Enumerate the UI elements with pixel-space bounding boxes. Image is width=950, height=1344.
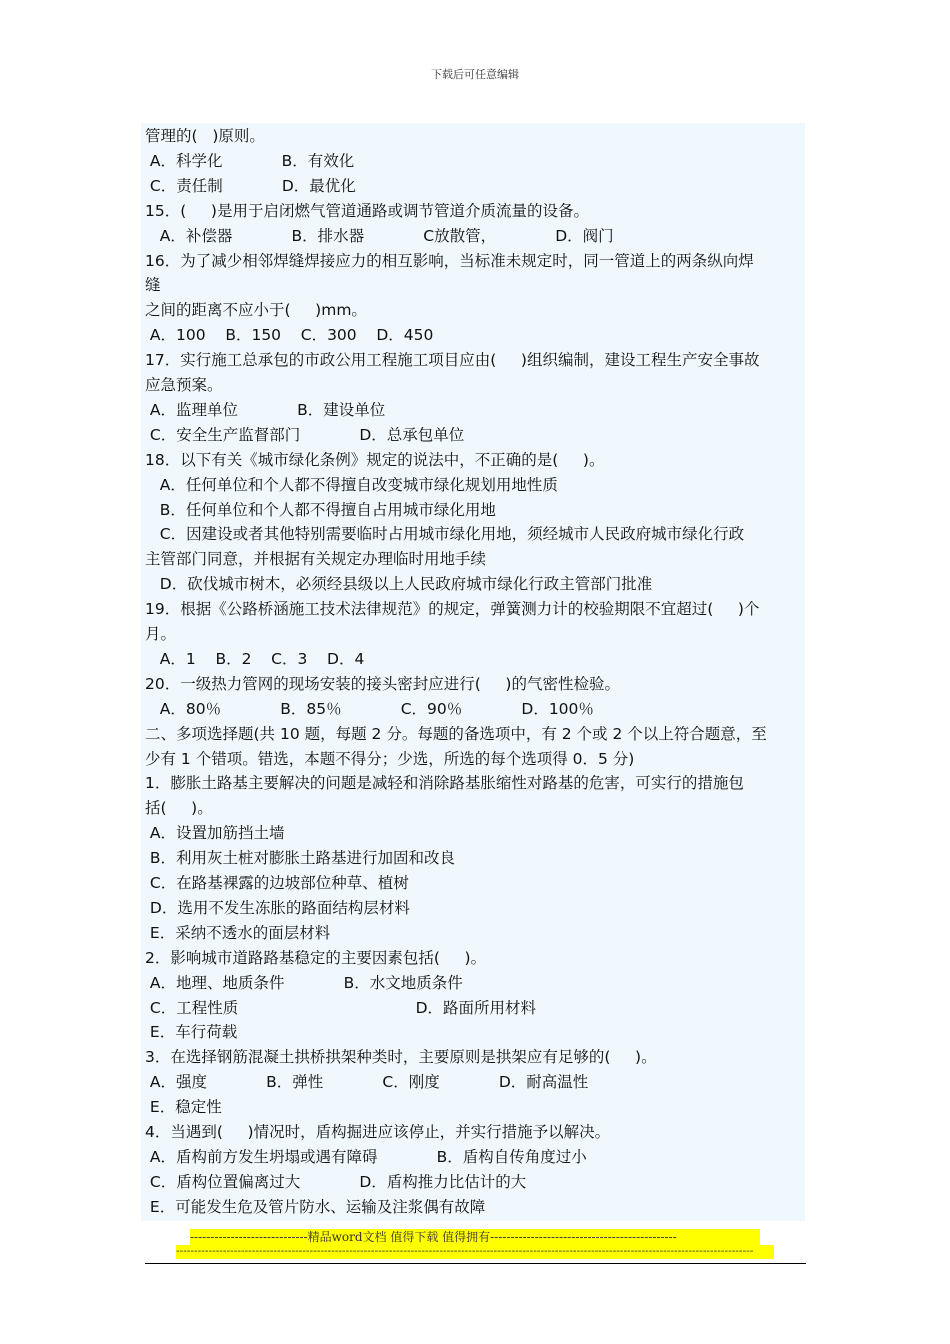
text-line: C．盾构位置偏离过大 D．盾构推力比估计的大 (145, 1172, 527, 1191)
text-line: E．可能发生危及管片防水、运输及注浆偶有故障 (145, 1197, 486, 1216)
text-line: E．采纳不透水的面层材料 (145, 923, 331, 942)
text-line: 应急预案。 (145, 376, 223, 394)
text-line: C．在路基裸露的边坡部位种草、植树 (145, 874, 409, 892)
footer-banner: -----------------------------精品word文档 值得下载 值得拥有---------------------------------------------- (190, 1229, 760, 1245)
text-line: 18．以下有关《城市绿化条例》规定的说法中，不正确的是( )。 (145, 450, 605, 469)
text-line: A．80％ B．85％ C．90％ D．100％ (145, 699, 594, 718)
text-line: A．补偿器 B．排水器 C放散管， D．阀门 (145, 226, 614, 245)
text-line: E．车行荷载 (145, 1023, 238, 1042)
footer-rule (145, 1263, 806, 1264)
text-line: 月。 (145, 625, 177, 643)
text-line: C．安全生产监督部门 D．总承包单位 (145, 425, 465, 444)
text-line: 15．( )是用于启闭燃气管道通路或调节管道介质流量的设备。 (145, 201, 589, 220)
text-line: E．稳定性 (145, 1098, 222, 1117)
text-line: 1．膨胀土路基主要解决的问题是减轻和消除路基胀缩性对路基的危害，可实行的措施包 (145, 774, 744, 793)
text-line: 16．为了减少相邻焊缝焊接应力的相互影响，当标准未规定时，同一管道上的两条纵向焊 (145, 251, 754, 270)
text-line: 之间的距离不应小于( )mm。 (145, 301, 367, 320)
document-body (141, 123, 805, 1221)
text-line: A．盾构前方发生坍塌或遇有障碍 B．盾构自传角度过小 (145, 1147, 587, 1166)
text-line: 少有 1 个错项。错选，本题不得分；少选，所选的每个选项得 0．5 分) (145, 749, 635, 768)
text-line: D．砍伐城市树木，必须经县级以上人民政府城市绿化行政主管部门批准 (145, 575, 653, 594)
text-line: 2．影响城市道路路基稳定的主要因素包括( )。 (145, 948, 487, 967)
text-line: C．责任制 D．最优化 (145, 176, 356, 195)
text-line: A．任何单位和个人都不得擅自改变城市绿化规划用地性质 (145, 475, 558, 494)
text-line: A．1 B．2 C．3 D．4 (145, 649, 365, 668)
text-line: C．工程性质 D．路面所用材料 (145, 998, 537, 1017)
text-line: D．选用不发生冻胀的路面结构层材料 (145, 898, 410, 917)
text-line: A．100 B．150 C．300 D．450 (145, 326, 434, 345)
text-line: A．科学化 B．有效化 (145, 151, 355, 170)
text-line: A．监理单位 B．建设单位 (145, 400, 386, 419)
text-line: A．地理、地质条件 B．水文地质条件 (145, 973, 463, 992)
text-line: A．设置加筋挡土墙 (145, 824, 285, 843)
text-line: 4．当遇到( )情况时，盾构掘进应该停止，并实行措施予以解决。 (145, 1123, 611, 1141)
text-line: 管理的( )原则。 (145, 127, 265, 145)
text-line: C．因建设或者其他特别需要临时占用城市绿化用地，须经城市人民政府城市绿化行政 (145, 525, 745, 544)
text-line: B．任何单位和个人都不得擅自占用城市绿化用地 (145, 500, 496, 519)
text-line: 20．一级热力管网的现场安装的接头密封应进行( )的气密性检验。 (145, 674, 620, 693)
text-line: 缝 (145, 276, 161, 295)
page-header: 下载后可任意编辑 (431, 68, 519, 81)
footer-dashes: ---------------------------------------------------------------------------------------------------------------------------------------------------------------- (176, 1245, 774, 1259)
text-line: A．强度 B．弹性 C．刚度 D．耐高温性 (145, 1073, 589, 1092)
text-line: 括( )。 (145, 799, 213, 818)
text-line: 3．在选择钢筋混凝土拱桥拱架种类时，主要原则是拱架应有足够的( )。 (145, 1048, 657, 1067)
text-line: 主管部门同意，并根据有关规定办理临时用地手续 (145, 550, 487, 569)
text-line: B．利用灰土桩对膨胀土路基进行加固和改良 (145, 849, 456, 868)
text-line: 二、多项选择题(共 10 题，每题 2 分。每题的备选项中，有 2 个或 2 个以上符合题意，至 (145, 724, 767, 743)
text-line: 17．实行施工总承包的市政公用工程施工项目应由( )组织编制，建设工程生产安全事故 (145, 351, 760, 370)
text-line: 19．根据《公路桥涵施工技术法律规范》的规定，弹簧测力计的校验期限不宜超过( )个 (145, 600, 760, 619)
